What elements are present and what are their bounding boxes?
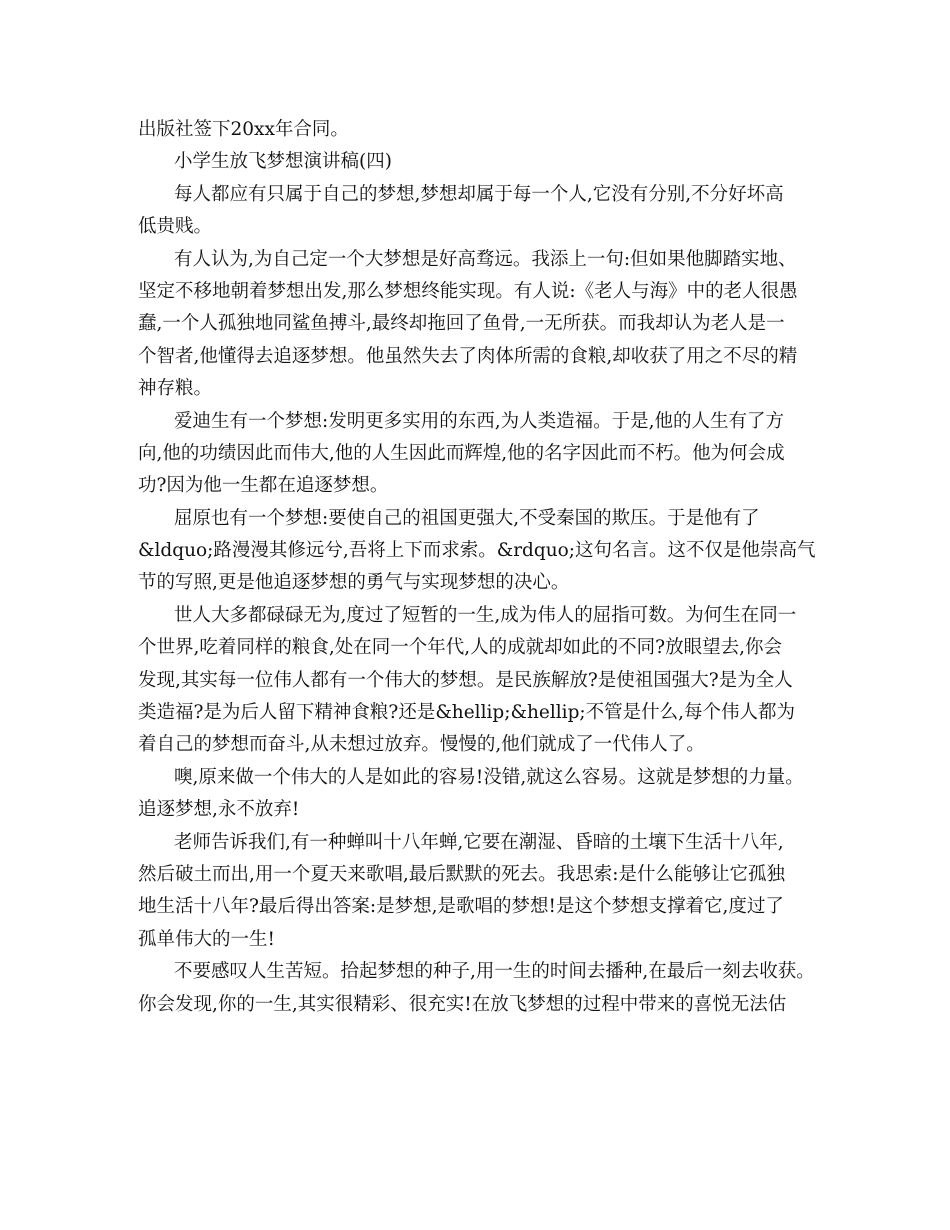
text-line: 每人都应有只属于自己的梦想,梦想却属于每一个人,它没有分别,不分好坏高 bbox=[174, 183, 784, 205]
text-line: 个智者,他懂得去追逐梦想。他虽然失去了肉体所需的食粮,却收获了用之不尽的精 bbox=[138, 345, 798, 367]
text-line: 爱迪生有一个梦想:发明更多实用的东西,为人类造福。于是,他的人生有了方 bbox=[174, 410, 784, 432]
text-line: 蠢,一个人孤独地同鲨鱼搏斗,最终却拖回了鱼骨,一无所获。而我却认为老人是一 bbox=[138, 313, 785, 335]
text-line: 老师告诉我们,有一种蝉叫十八年蝉,它要在潮湿、昏暗的土壤下生活十八年, bbox=[174, 831, 784, 853]
text-line: 你会发现,你的一生,其实很精彩、很充实!在放飞梦想的过程中带来的喜悦无法估 bbox=[138, 993, 787, 1015]
text-line: 屈原也有一个梦想:要使自己的祖国更强大,不受秦国的欺压。于是他有了 bbox=[174, 507, 760, 529]
text-line: 向,他的功绩因此而伟大,他的人生因此而辉煌,他的名字因此而不朽。他为何会成 bbox=[138, 442, 785, 464]
text-line: 地生活十八年?最后得出答案:是梦想,是歌唱的梦想!是这个梦想支撑着它,度过了 bbox=[138, 896, 784, 918]
text-line: 功?因为他一生都在追逐梦想。 bbox=[138, 475, 389, 497]
text-line: 坚定不移地朝着梦想出发,那么梦想终能实现。有人说:《老人与海》中的老人很愚 bbox=[138, 280, 798, 302]
document-body bbox=[138, 114, 818, 1021]
text-line: 追逐梦想,永不放弃! bbox=[138, 799, 300, 821]
text-line: 不要感叹人生苦短。拾起梦想的种子,用一生的时间去播种,在最后一刻去收获。 bbox=[174, 961, 815, 983]
text-line: 有人认为,为自己定一个大梦想是好高骛远。我添上一句:但如果他脚踏实地、 bbox=[174, 248, 797, 270]
text-line: 出版社签下20xx年合同。 bbox=[138, 119, 349, 140]
text-line: 世人大多都碌碌无为,度过了短暂的一生,成为伟人的屈指可数。为何生在同一 bbox=[174, 604, 797, 626]
text-line: 个世界,吃着同样的粮食,处在同一个年代,人的成就却如此的不同?放眼望去,你会 bbox=[138, 637, 782, 659]
text-line: 然后破土而出,用一个夏天来歌唱,最后默默的死去。我思索:是什么能够让它孤独 bbox=[138, 863, 785, 885]
text-line: &ldquo;路漫漫其修远兮,吾将上下而求索。&rdquo;这句名言。这不仅是他崇高气 bbox=[138, 540, 816, 562]
text-line: 小学生放飞梦想演讲稿(四) bbox=[174, 151, 392, 173]
text-line: 着自己的梦想而奋斗,从未想过放弃。慢慢的,他们就成了一代伟人了。 bbox=[138, 734, 705, 756]
text-line: 噢,原来做一个伟大的人是如此的容易!没错,就这么容易。这就是梦想的力量。 bbox=[174, 766, 804, 788]
text-line: 发现,其实每一位伟人都有一个伟大的梦想。是民族解放?是使祖国强大?是为全人 bbox=[138, 669, 793, 691]
text-line: 类造福?是为后人留下精神食粮?还是&hellip;&hellip;不管是什么,每个伟人都为 bbox=[138, 702, 796, 724]
text-line: 低贵贱。 bbox=[138, 216, 213, 238]
text-line: 节的写照,更是他追逐梦想的勇气与实现梦想的决心。 bbox=[138, 572, 570, 594]
text-line: 神存粮。 bbox=[138, 378, 213, 400]
text-line: 孤单伟大的一生! bbox=[138, 928, 275, 950]
